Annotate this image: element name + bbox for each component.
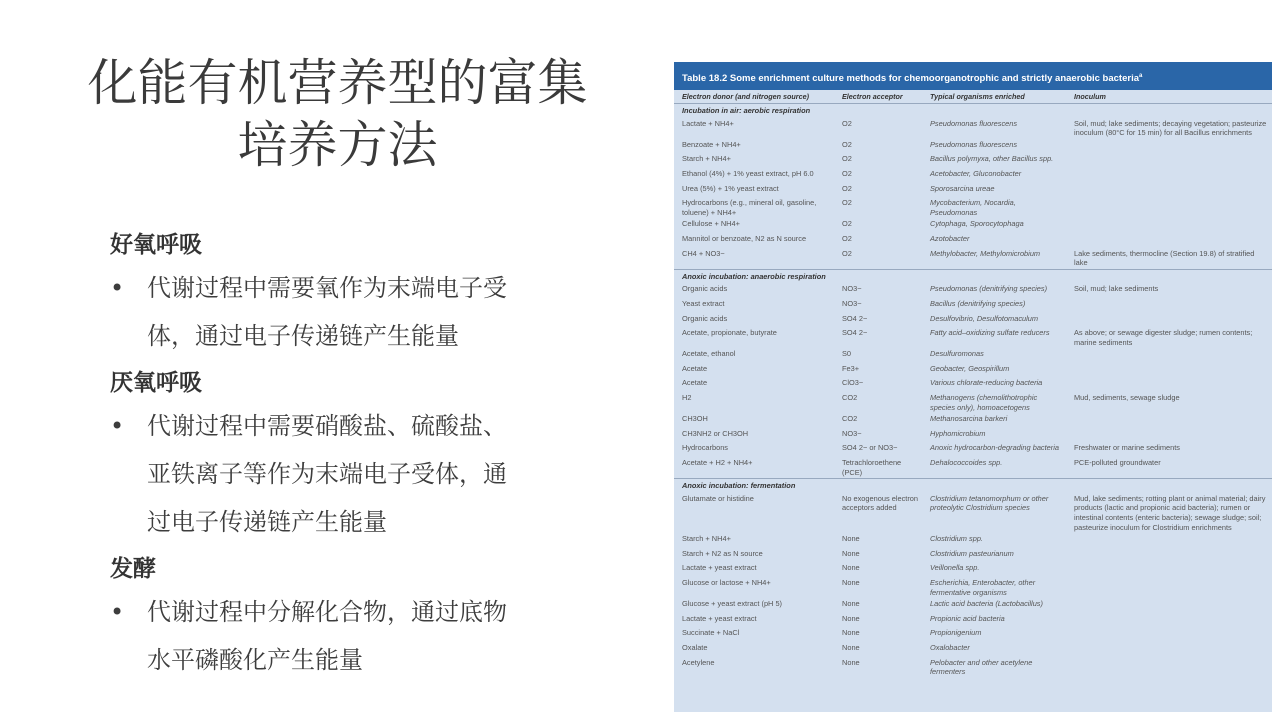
slide-title-line-2: 培养方法	[237, 116, 438, 174]
cell-inoculum	[1066, 348, 1272, 363]
table-row	[674, 168, 1272, 183]
cell-electron-acceptor: O2	[842, 183, 852, 193]
cell-electron-acceptor: SO4 2−	[842, 313, 868, 323]
cell-inoculum	[1066, 168, 1272, 183]
table-section-label: Anoxic incubation: anaerobic respiration	[674, 269, 1272, 283]
cell-organisms: Azotobacter	[930, 233, 970, 243]
bullet-line: 水平磷酸化产生能量	[147, 646, 363, 674]
header-electron-acceptor: Electron acceptor	[834, 90, 922, 104]
table-row	[674, 413, 1272, 428]
table-section-row	[674, 479, 1272, 493]
cell-electron-acceptor: None	[842, 534, 860, 544]
cell-electron-donor: CH3NH2 or CH3OH	[682, 428, 749, 438]
cell-inoculum: Mud, lake sediments; rotting plant or animal material; dairy products (lactic and propionic acid bacteria); rumen or intestinal contents (enteric bacteria); sewage sludge; soil; pasteurize inoculum for Clostridium enrichments	[1074, 493, 1266, 532]
table-row	[674, 348, 1272, 363]
bullet-item	[110, 402, 580, 546]
cell-electron-acceptor: CO2	[842, 393, 858, 403]
cell-inoculum	[1066, 153, 1272, 168]
cell-electron-acceptor: SO4 2−	[842, 328, 868, 338]
table-section-row	[674, 269, 1272, 283]
cell-organisms: Mycobacterium, Nocardia, Pseudomonas	[930, 198, 1016, 217]
cell-electron-donor: Acetate + H2 + NH4+	[682, 458, 753, 468]
table-title-footnote-mark: a	[1139, 73, 1143, 79]
table-row	[674, 428, 1272, 443]
cell-electron-donor: H2	[682, 393, 692, 403]
cell-electron-donor: Hydrocarbons	[682, 443, 729, 453]
table-title: Table 18.2 Some enrichment culture methods for chemoorganotrophic and strictly anaerobic bacteria	[682, 73, 1139, 85]
enrichment-table-image	[674, 62, 1272, 712]
table-row	[674, 577, 1272, 598]
table-row	[674, 377, 1272, 392]
table-header-row	[674, 90, 1272, 104]
slide-title-line-1: 化能有机营养型的富集	[87, 54, 588, 112]
cell-organisms: Veillonella spp.	[930, 563, 980, 573]
cell-electron-acceptor: O2	[842, 168, 852, 178]
cell-inoculum: Freshwater or marine sediments	[1074, 443, 1180, 453]
cell-organisms: Methanosarcina barkeri	[930, 414, 1008, 424]
table-section-label: Anoxic incubation: fermentation	[674, 479, 1272, 493]
table-row	[674, 442, 1272, 457]
cell-electron-donor: Acetate, propionate, butyrate	[682, 328, 777, 338]
cell-electron-donor: Starch + NH4+	[682, 154, 731, 164]
cell-electron-acceptor: O2	[842, 118, 852, 128]
cell-inoculum	[1066, 428, 1272, 443]
bullet-line: 代谢过程中需要硝酸盐、硫酸盐、	[147, 412, 507, 440]
cell-electron-donor: Hydrocarbons (e.g., mineral oil, gasoline, toluene) + NH4+	[682, 198, 817, 217]
cell-inoculum: PCE-polluted groundwater	[1074, 458, 1161, 468]
cell-electron-acceptor: O2	[842, 233, 852, 243]
cell-electron-donor: Urea (5%) + 1% yeast extract	[682, 183, 779, 193]
cell-electron-acceptor: ClO3−	[842, 378, 864, 388]
cell-inoculum: Lake sediments, thermocline (Section 19.8) of stratified lake	[1074, 248, 1255, 268]
table-row	[674, 627, 1272, 642]
cell-electron-donor: CH4 + NO3−	[682, 248, 725, 258]
cell-organisms: Pseudomonas fluorescens	[930, 118, 1018, 128]
cell-organisms: Cytophaga, Sporocytophaga	[930, 219, 1024, 229]
cell-electron-donor: Cellulose + NH4+	[682, 219, 740, 229]
cell-organisms: Pseudomonas fluorescens	[930, 139, 1018, 149]
cell-electron-donor: Benzoate + NH4+	[682, 139, 741, 149]
table-row	[674, 562, 1272, 577]
cell-electron-donor: Glucose or lactose + NH4+	[682, 577, 771, 587]
table-title-bar	[674, 62, 1272, 90]
cell-electron-donor: Ethanol (4%) + 1% yeast extract, pH 6.0	[682, 168, 814, 178]
cell-electron-acceptor: None	[842, 613, 860, 623]
cell-inoculum	[1066, 363, 1272, 378]
cell-organisms: Methylobacter, Methylomicrobium	[930, 248, 1041, 258]
table-row	[674, 153, 1272, 168]
cell-electron-acceptor: Tetrachloroethene (PCE)	[842, 458, 902, 477]
cell-inoculum	[1066, 627, 1272, 642]
table-row	[674, 118, 1272, 139]
cell-electron-acceptor: O2	[842, 198, 852, 208]
cell-inoculum	[1066, 657, 1272, 678]
cell-electron-acceptor: None	[842, 599, 860, 609]
cell-inoculum: Soil, mud; lake sediments	[1074, 284, 1159, 294]
cell-organisms: Propionic acid bacteria	[930, 613, 1005, 623]
cell-inoculum	[1066, 218, 1272, 233]
cell-electron-donor: Starch + NH4+	[682, 534, 731, 544]
cell-inoculum	[1066, 562, 1272, 577]
cell-inoculum	[1066, 577, 1272, 598]
table-section-row	[674, 104, 1272, 118]
cell-electron-donor: Acetate	[682, 363, 708, 373]
cell-inoculum	[1066, 613, 1272, 628]
cell-electron-donor: Yeast extract	[682, 298, 725, 308]
cell-electron-donor: Succinate + NaCl	[682, 628, 740, 638]
cell-electron-acceptor: O2	[842, 219, 852, 229]
cell-electron-acceptor: NO3−	[842, 284, 862, 294]
cell-electron-acceptor: None	[842, 657, 860, 667]
header-electron-donor: Electron donor (and nitrogen source)	[674, 90, 834, 104]
cell-electron-acceptor: None	[842, 577, 860, 587]
bullet-line: 过电子传递链产生能量	[147, 508, 387, 536]
cell-electron-acceptor: O2	[842, 154, 852, 164]
table-row	[674, 283, 1272, 298]
cell-electron-donor: Organic acids	[682, 284, 728, 294]
cell-electron-donor: Organic acids	[682, 313, 728, 323]
bullet-dot-icon: •	[110, 412, 125, 440]
cell-electron-acceptor: S0	[842, 349, 852, 359]
cell-electron-acceptor: NO3−	[842, 428, 862, 438]
cell-electron-donor: Lactate + yeast extract	[682, 613, 757, 623]
table-row	[674, 657, 1272, 678]
cell-electron-donor: Lactate + yeast extract	[682, 563, 757, 573]
bullet-line: 体，通过电子传递链产生能量	[147, 322, 459, 350]
cell-organisms: Various chlorate-reducing bacteria	[930, 378, 1043, 388]
table-row	[674, 363, 1272, 378]
cell-inoculum	[1066, 548, 1272, 563]
cell-inoculum: Mud, sediments, sewage sludge	[1074, 393, 1180, 403]
bullet-line: 代谢过程中分解化合物，通过底物	[147, 598, 507, 626]
cell-organisms: Oxalobacter	[930, 642, 970, 652]
cell-electron-donor: Glutamate or histidine	[682, 493, 754, 503]
bullet-line: 亚铁离子等作为末端电子受体，通	[147, 460, 507, 488]
cell-organisms: Clostridium pasteurianum	[930, 548, 1014, 558]
cell-inoculum	[1066, 139, 1272, 154]
cell-electron-acceptor: SO4 2− or NO3−	[842, 443, 898, 453]
table-row	[674, 197, 1272, 218]
cell-organisms: Methanogens (chemolithotrophic species only), homoacetogens	[930, 393, 1038, 412]
cell-organisms: Clostridium spp.	[930, 534, 983, 544]
slide-title	[60, 52, 615, 176]
section-heading: 发酵	[110, 556, 156, 582]
cell-inoculum	[1066, 377, 1272, 392]
cell-inoculum	[1066, 413, 1272, 428]
cell-electron-acceptor: None	[842, 548, 860, 558]
table-row	[674, 327, 1272, 348]
cell-electron-acceptor: None	[842, 628, 860, 638]
table-row	[674, 613, 1272, 628]
table-row	[674, 183, 1272, 198]
cell-electron-donor: Lactate + NH4+	[682, 118, 734, 128]
table-row	[674, 218, 1272, 233]
cell-organisms: Geobacter, Geospirillum	[930, 363, 1010, 373]
cell-inoculum: Soil, mud; lake sediments; decaying vegetation; pasteurize inoculum (80°C for 15 min) for all Bacillus enrichments	[1074, 118, 1267, 138]
cell-electron-acceptor: O2	[842, 139, 852, 149]
cell-electron-donor: Glucose + yeast extract (pH 5)	[682, 599, 783, 609]
bullet-dot-icon: •	[110, 598, 125, 626]
table-row	[674, 313, 1272, 328]
header-inoculum: Inoculum	[1066, 90, 1272, 104]
cell-electron-donor: Starch + N2 as N source	[682, 548, 763, 558]
cell-electron-acceptor: NO3−	[842, 298, 862, 308]
cell-inoculum	[1066, 313, 1272, 328]
cell-organisms: Fatty acid–oxidizing sulfate reducers	[930, 328, 1050, 338]
section-heading: 好氧呼吸	[110, 232, 202, 258]
cell-organisms: Bacillus polymyxa, other Bacillus spp.	[930, 154, 1054, 164]
table-row	[674, 248, 1272, 270]
cell-electron-donor: Acetate, ethanol	[682, 349, 736, 359]
cell-inoculum	[1066, 642, 1272, 657]
table-row	[674, 457, 1272, 479]
cell-electron-acceptor: No exogenous electron acceptors added	[842, 493, 919, 513]
bullet-item	[110, 264, 580, 360]
table-row	[674, 642, 1272, 657]
table-row	[674, 139, 1272, 154]
cell-organisms: Escherichia, Enterobacter, other fermentative organisms	[930, 577, 1036, 597]
cell-electron-donor: Oxalate	[682, 642, 708, 652]
cell-inoculum	[1066, 533, 1272, 548]
cell-electron-acceptor: O2	[842, 248, 852, 258]
table-row	[674, 392, 1272, 413]
cell-electron-donor: Acetate	[682, 378, 708, 388]
cell-electron-donor: Mannitol or benzoate, N2 as N source	[682, 233, 807, 243]
cell-organisms: Propionigenium	[930, 628, 982, 638]
cell-inoculum	[1066, 298, 1272, 313]
cell-inoculum	[1066, 197, 1272, 218]
table-body	[674, 104, 1272, 678]
cell-organisms: Anoxic hydrocarbon-degrading bacteria	[930, 443, 1060, 453]
cell-inoculum	[1066, 598, 1272, 613]
cell-organisms: Acetobacter, Gluconobacter	[930, 168, 1022, 178]
cell-electron-donor: CH3OH	[682, 414, 708, 424]
table-row	[674, 298, 1272, 313]
bullet-line: 代谢过程中需要氧作为末端电子受	[147, 274, 507, 302]
table-section-label: Incubation in air: aerobic respiration	[682, 106, 811, 115]
slide-body	[110, 222, 580, 684]
table-row	[674, 233, 1272, 248]
cell-inoculum	[1066, 233, 1272, 248]
cell-organisms: Desulfuromonas	[930, 349, 984, 359]
cell-electron-acceptor: CO2	[842, 414, 858, 424]
bullet-dot-icon: •	[110, 274, 125, 302]
section-heading: 厌氧呼吸	[110, 370, 202, 396]
cell-organisms: Pseudomonas (denitrifying species)	[930, 284, 1048, 294]
bullet-item	[110, 588, 580, 684]
table-row	[674, 598, 1272, 613]
cell-organisms: Desulfovibrio, Desulfotomaculum	[930, 313, 1039, 323]
cell-organisms: Pelobacter and other acetylene fermenters	[930, 657, 1033, 677]
cell-electron-donor: Acetylene	[682, 657, 715, 667]
cell-organisms: Hyphomicrobium	[930, 428, 986, 438]
cell-organisms: Sporosarcina ureae	[930, 183, 995, 193]
table-row	[674, 493, 1272, 533]
cell-electron-acceptor: Fe3+	[842, 363, 860, 373]
cell-inoculum	[1066, 183, 1272, 198]
cell-organisms: Clostridium tetanomorphum or other proteolytic Clostridium species	[930, 493, 1049, 513]
cell-organisms: Bacillus (denitrifying species)	[930, 298, 1026, 308]
cell-organisms: Dehalococcoides spp.	[930, 458, 1003, 468]
header-typical-organisms: Typical organisms enriched	[922, 90, 1066, 104]
table-row	[674, 533, 1272, 548]
table-row	[674, 548, 1272, 563]
cell-inoculum: As above; or sewage digester sludge; rumen contents; marine sediments	[1074, 328, 1253, 347]
cell-organisms: Lactic acid bacteria (Lactobacillus)	[930, 599, 1043, 609]
enrichment-table	[674, 90, 1272, 678]
cell-electron-acceptor: None	[842, 563, 860, 573]
cell-electron-acceptor: None	[842, 642, 860, 652]
